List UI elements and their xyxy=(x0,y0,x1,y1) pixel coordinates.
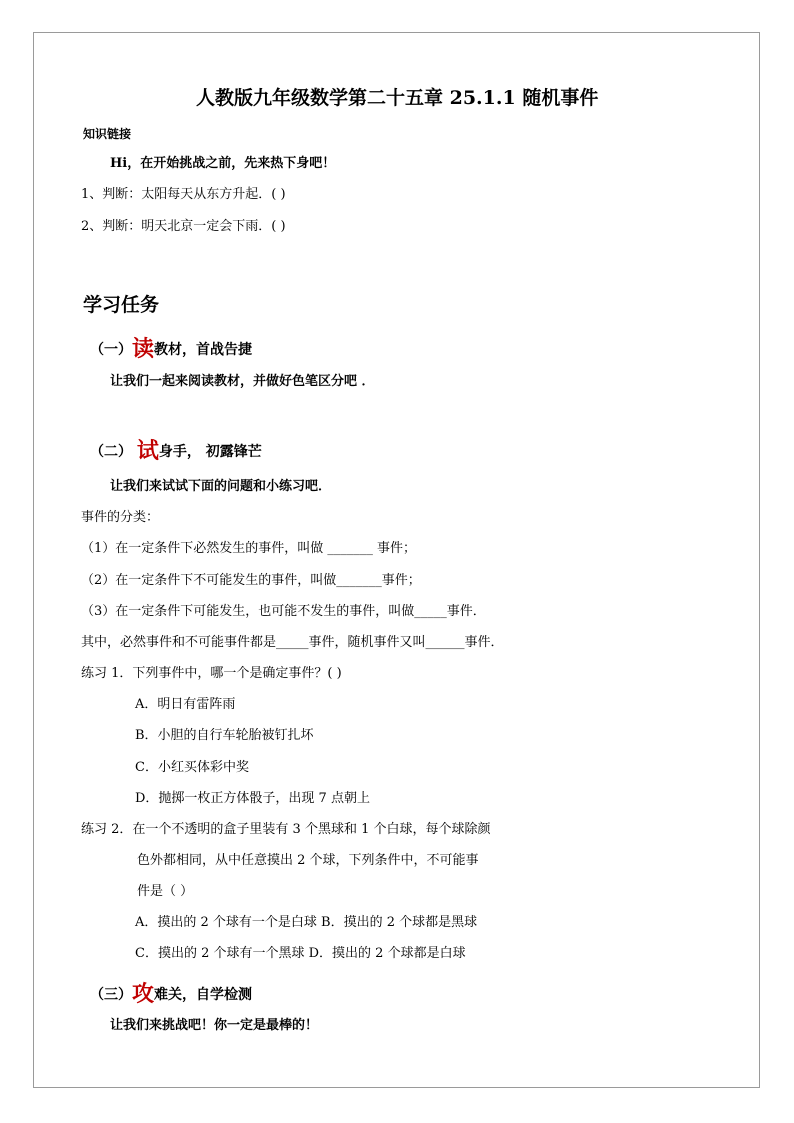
section-3-highlight-char: 攻 xyxy=(132,981,155,1007)
classification-heading: 事件的分类： xyxy=(81,510,160,525)
section-2-heading xyxy=(90,440,262,463)
exercise-1-option-d: D．抛掷一枚正方体骰子，出现 7 点朝上 xyxy=(135,791,370,806)
section-1-heading xyxy=(90,338,252,361)
section-1-prefix: （一） xyxy=(90,342,132,358)
section-2-highlight-char: 试 xyxy=(136,438,159,464)
knowledge-link-heading: 知识链接 xyxy=(83,127,132,141)
exercise-1-stem: 练习 1．下列事件中，哪一个是确定事件？( ) xyxy=(81,666,342,681)
section-2-title: 身手， 初露锋芒 xyxy=(158,444,262,460)
section-3-prefix: （三） xyxy=(90,987,132,1003)
exercise-2-stem-line-1: 练习 2．在一个不透明的盒子里装有 3 个黑球和 1 个白球，每个球除颜 xyxy=(81,822,491,837)
section-3-description: 让我们来挑战吧！你一定是最棒的！ xyxy=(110,1018,319,1033)
classification-summary: 其中，必然事件和不可能事件都是_____事件，随机事件又叫______事件． xyxy=(81,635,504,650)
exercise-1-option-b: B．小胆的自行车轮胎被钉扎坏 xyxy=(135,728,314,743)
section-3-heading xyxy=(90,983,252,1006)
classification-3: （3）在一定条件下可能发生，也可能不发生的事件，叫做_____事件． xyxy=(81,604,486,619)
exercise-1-option-a: A．明日有雷阵雨 xyxy=(135,697,236,712)
section-1-title: 教材，首战告捷 xyxy=(154,342,253,358)
section-3-title: 难关，自学检测 xyxy=(154,987,253,1003)
exercise-2-options-cd: C．摸出的 2 个球有一个黑球 D．摸出的 2 个球都是白球 xyxy=(135,946,466,961)
exercise-1-option-c: C．小红买体彩中奖 xyxy=(135,760,249,775)
exercise-2-stem-line-3: 件是（ ） xyxy=(137,884,194,899)
section-1-description: 让我们一起来阅读教材，并做好色笔区分吧 ． xyxy=(110,374,375,389)
warmup-question-2: 2、判断：明天北京一定会下雨．( ) xyxy=(81,219,286,234)
section-1-highlight-char: 读 xyxy=(132,336,155,362)
warmup-question-1: 1、判断：太阳每天从东方升起．( ) xyxy=(81,187,286,202)
exercise-2-stem-line-2: 色外都相同，从中任意摸出 2 个球，下列条件中，不可能事 xyxy=(137,853,479,868)
knowledge-link-intro: Hi，在开始挑战之前，先来热下身吧！ xyxy=(110,156,336,171)
classification-1: （1）在一定条件下必然发生的事件，叫做 _______ 事件； xyxy=(81,541,417,556)
tasks-heading: 学习任务 xyxy=(83,294,160,316)
classification-2: （2）在一定条件下不可能发生的事件，叫做_______事件； xyxy=(81,573,421,588)
page-title: 人教版九年级数学第二十五章 25.1.1 随机事件 xyxy=(196,87,599,109)
section-2-description: 让我们来试试下面的问题和小练习吧． xyxy=(110,479,332,494)
exercise-2-options-ab: A．摸出的 2 个球有一个是白球 B．摸出的 2 个球都是黑球 xyxy=(135,915,478,930)
section-2-prefix: （二） xyxy=(90,444,137,460)
